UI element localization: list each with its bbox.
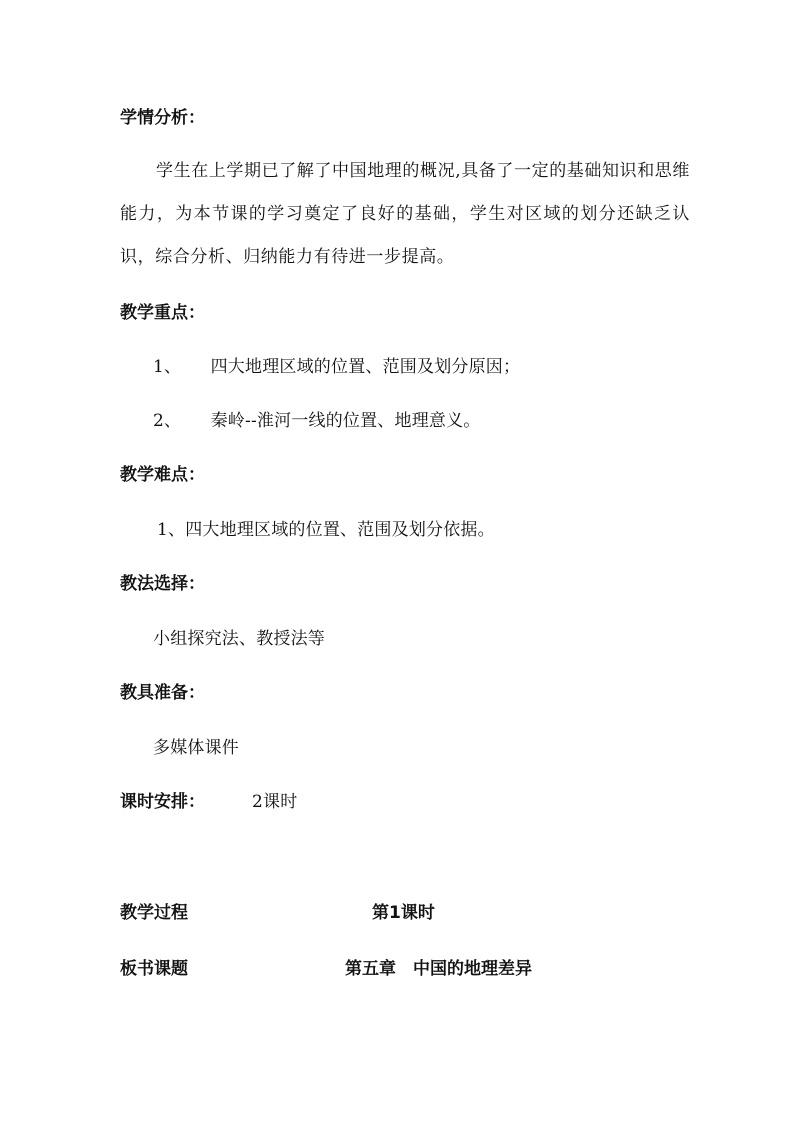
analysis-paragraph: 学生在上学期已了解了中国地理的概况,具备了一定的基础知识和思维能力，为本节课的学习奠定了良好的基础，学生对区域的划分还缺乏认识，综合分析、归纳能力有待进一步提高。 — [120, 161, 691, 267]
analysis-heading: 学情分析： — [120, 108, 205, 128]
key-point-number: 1、 — [153, 357, 182, 377]
methods-heading: 教法选择： — [120, 574, 205, 594]
methods-text: 小组探究法、教授法等 — [153, 629, 325, 649]
process-label: 教学过程 — [120, 903, 188, 923]
key-point-text: 秦岭--淮河一线的位置、地理意义。 — [210, 411, 481, 431]
board-title-label: 板书课题 — [120, 959, 188, 979]
tools-text: 多媒体课件 — [153, 738, 239, 758]
key-point-item-2 — [153, 410, 481, 432]
key-point-number: 2、 — [153, 411, 182, 431]
key-point-item-1 — [153, 356, 520, 378]
key-point-text: 四大地理区域的位置、范围及划分原因； — [210, 357, 521, 377]
difficulties-heading: 教学难点： — [120, 465, 205, 485]
process-value: 第1课时 — [372, 903, 435, 923]
schedule-text: 2课时 — [252, 792, 298, 812]
board-title-value: 第五章 中国的地理差异 — [345, 959, 532, 979]
schedule-heading: 课时安排： — [120, 792, 205, 812]
difficulty-item: 1、四大地理区域的位置、范围及划分依据。 — [157, 520, 495, 540]
tools-heading: 教具准备： — [120, 683, 205, 703]
key-points-heading: 教学重点： — [120, 303, 205, 323]
